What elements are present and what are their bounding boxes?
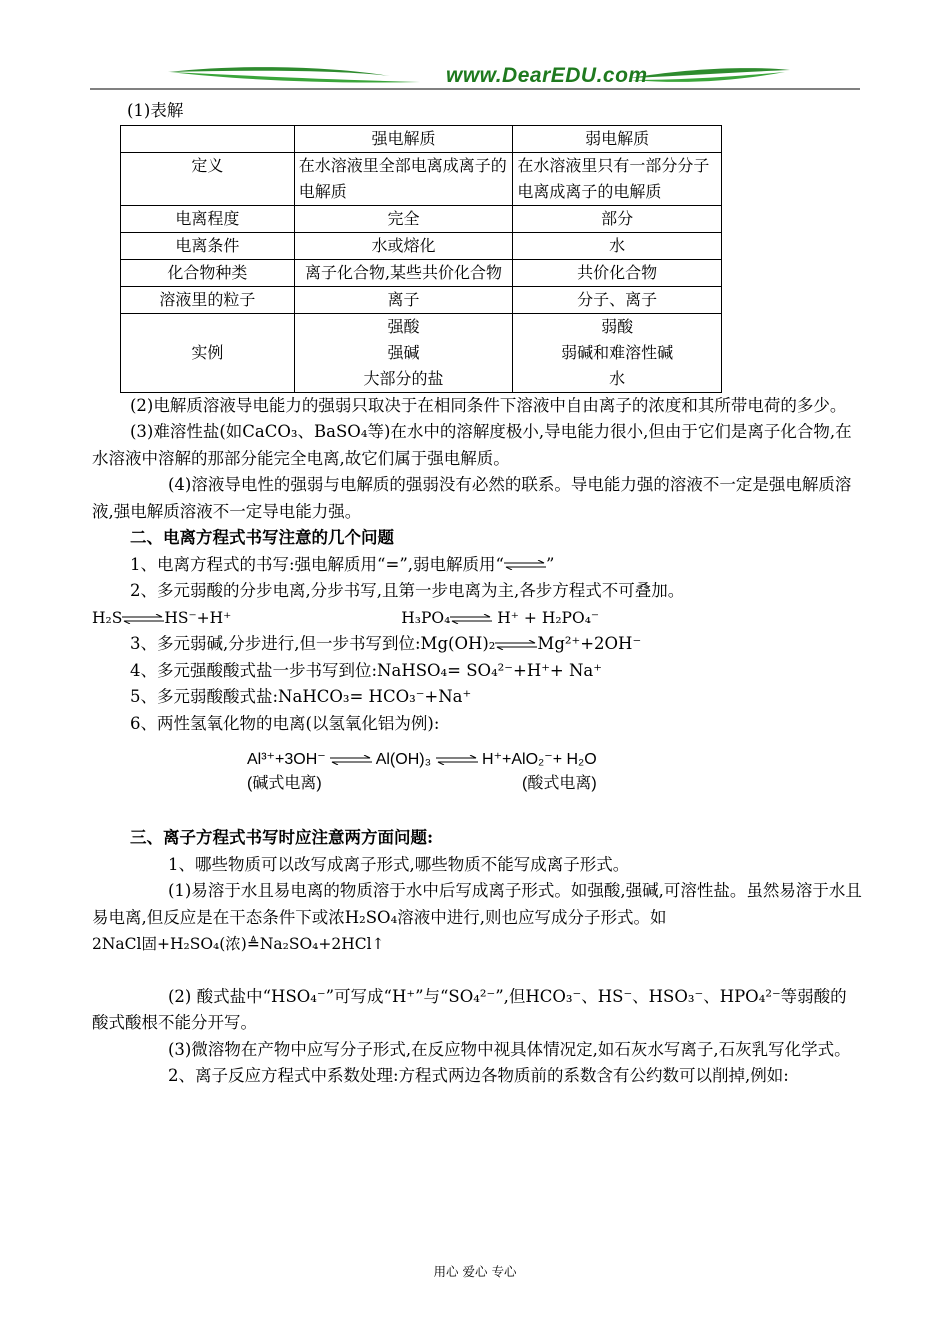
table-cell [121,125,295,152]
table-cell: 水或熔化 [294,232,513,259]
table-caption: (1)表解 [127,101,184,120]
electrolyte-table [120,125,722,393]
table-cell: 溶液里的粒子 [121,286,295,313]
example-line: 弱酸 [601,316,634,336]
table-cell: 离子化合物,某些共价化合物 [294,259,513,286]
equilibrium-arrow-icon [330,755,372,765]
equilibrium-arrow-icon [122,614,164,624]
list-item-text: ” [545,554,555,574]
table-cell: 在水溶液里只有一部分分子电离成离子的电解质 [513,152,722,205]
paragraph: (1)易溶于水且易电离的物质溶于水中后写成离子形式。如强酸,强碱,可溶性盐。虽然易溶于水且易电离,但反应是在干态条件下或浓H₂SO₄溶液中进行,则也应写成分子形式。如 [92,881,862,927]
table-row [121,286,722,313]
document-body [92,98,862,1090]
table-cell: 强电解质 [294,125,513,152]
example-line: 强酸 [387,316,420,336]
equation-part: Al³⁺+3OH⁻ [247,751,326,768]
paragraph: 2、离子反应方程式中系数处理:方程式两边各物质前的系数含有公约数可以削掉,例如: [168,1066,789,1085]
table-cell: 化合物种类 [121,259,295,286]
example-line: 强碱 [387,342,420,362]
paragraph: (3)微溶物在产物中应写分子形式,在反应物中视具体情况定,如石灰水写离子,石灰乳写化学式。 [168,1039,851,1059]
equation-right: H⁺ + H₂PO₄⁻ [497,608,600,627]
table-cell: 离子 [294,286,513,313]
example-line: 弱碱和难溶性碱 [561,342,674,362]
site-logo[interactable]: www.DearEDU.com [446,64,648,87]
section-2-title: 二、电离方程式书写注意的几个问题 [130,528,394,547]
table-cell: 在水溶液里全部电离成离子的电解质 [294,152,513,205]
equation-right: HS⁻+H⁺ [164,608,232,627]
paragraph-2: (2)电解质溶液导电能力的强弱只取决于在相同条件下溶液中自由离子的浓度和其所带电荷的多少。 [130,395,847,415]
list-item: 5、多元弱酸酸式盐:NaHCO₃= HCO₃⁻+Na⁺ [130,687,472,706]
table-cell: 弱电解质 [513,125,722,152]
equation-left: H₂S [92,608,123,627]
list-item-text: Mg²⁺+2OH⁻ [537,634,642,653]
table-cell [513,313,722,392]
equation-part: H⁺+AlO₂⁻+ H₂O [482,751,597,768]
table-row [121,152,722,205]
table-cell: 定义 [121,152,295,205]
list-item: 6、两性氢氧化物的电离(以氢氧化铝为例): [130,713,440,733]
table-cell: 电离程度 [121,205,295,232]
list-item-text: 1、电离方程式的书写:强电解质用“=”,弱电解质用“ [130,554,504,574]
table-row [121,205,722,232]
table-row [121,125,722,152]
example-line: 大部分的盐 [363,368,444,388]
section-3-title: 三、离子方程式书写时应注意两方面问题: [130,828,434,847]
paragraph-3: (3)难溶性盐(如CaCO₃、BaSO₄等)在水中的溶解度极小,导电能力很小,但由于它们是离子化合物,在水溶液中溶解的那部分能完全电离,故它们属于强电解质。 [92,422,852,468]
page-footer: 用心 爱心 专心 [433,1264,517,1279]
equilibrium-arrow-icon [495,640,537,650]
equation-note: (碱式电离) [247,775,322,792]
table-cell: 完全 [294,205,513,232]
equilibrium-arrow-icon [504,560,546,570]
table-row [121,259,722,286]
equation-left: H₃PO₄ [401,608,451,627]
equation-part: Al(OH)₃ [375,751,432,768]
table-cell: 共价化合物 [513,259,722,286]
table-cell: 部分 [513,205,722,232]
amphoteric-equation [247,747,862,799]
equation-line [247,747,597,774]
paragraph: (2) 酸式盐中“HSO₄⁻”可写成“H⁺”与“SO₄²⁻”,但HCO₃⁻、HS⁻、HSO₃⁻、HPO₄²⁻等弱酸的酸式酸根不能分开写。 [92,986,847,1032]
list-item [130,552,862,579]
table-cell: 水 [513,232,722,259]
equation-note: (酸式电离) [522,775,597,792]
list-item-text: 3、多元弱碱,分步进行,但一步书写到位:Mg(OH)₂ [130,634,496,653]
table-cell: 分子、离子 [513,286,722,313]
list-item: 2、多元弱酸的分步电离,分步书写,且第一步电离为主,各步方程式不可叠加。 [130,581,685,600]
paragraph: 1、哪些物质可以改写成离子形式,哪些物质不能写成离子形式。 [168,854,630,874]
equilibrium-arrow-icon [450,614,492,624]
equation-line [92,605,862,632]
table-cell: 实例 [121,313,295,392]
example-line: 水 [609,368,626,388]
list-item: 4、多元强酸酸式盐一步书写到位:NaHSO₄= SO₄²⁻+H⁺+ Na⁺ [130,660,602,680]
equilibrium-arrow-icon [436,755,478,765]
equation-line: 2NaCl固+H₂SO₄(浓)≜Na₂SO₄+2HCl↑ [92,935,385,953]
page-header [90,62,860,92]
paragraph-4: (4)溶液导电性的强弱与电解质的强弱没有必然的联系。导电能力强的溶液不一定是强电解质溶液,强电解质溶液不一定导电能力强。 [92,475,852,521]
table-cell: 电离条件 [121,232,295,259]
table-cell [294,313,513,392]
table-row [121,313,722,392]
table-row [121,232,722,259]
list-item [130,631,862,658]
